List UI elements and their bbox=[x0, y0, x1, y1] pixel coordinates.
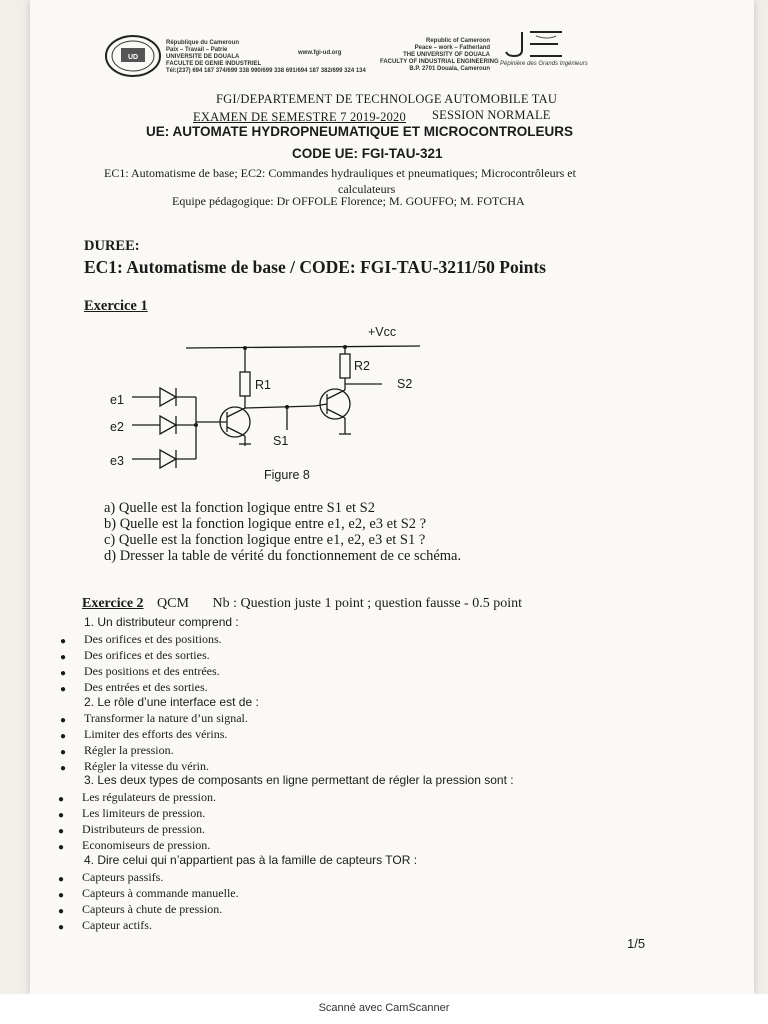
header-left-block bbox=[166, 40, 366, 75]
r1-label: R1 bbox=[255, 378, 271, 392]
qcm-option: Régler la vitesse du vérin. bbox=[84, 759, 209, 773]
header-left-line: Tél:(237) 694 187 374/699 338 990/699 338 691/694 187 382/699 324 134 bbox=[166, 68, 366, 74]
qcm-option: Capteurs à chute de pression. bbox=[82, 902, 223, 916]
figure-caption: Figure 8 bbox=[264, 468, 310, 482]
ec-line-2: calculateurs bbox=[338, 182, 396, 196]
qcm-question-4: 4. Dire celui qui n’appartient pas à la famille de capteurs TOR : bbox=[84, 853, 418, 867]
bullet-icon: ● bbox=[58, 922, 65, 933]
bullet-icon: ● bbox=[58, 906, 65, 917]
e3-label: e3 bbox=[110, 454, 124, 468]
qcm-option: Transformer la nature d’un signal. bbox=[84, 711, 248, 725]
department-title: FGI/DEPARTEMENT DE TECHNOLOGE AUTOMOBILE TAU bbox=[216, 92, 558, 106]
qcm-option: Les régulateurs de pression. bbox=[82, 790, 216, 804]
r2-label: R2 bbox=[354, 359, 370, 373]
bullet-icon: ● bbox=[60, 763, 67, 774]
header-website: www.fgi-ud.org bbox=[298, 50, 342, 56]
session-type: SESSION NORMALE bbox=[432, 108, 551, 122]
ec-line-1: EC1: Automatisme de base; EC2: Commandes hydrauliques et pneumatiques; Microcontrôleurs et bbox=[104, 166, 576, 180]
exercise2-note: Nb : Question juste 1 point ; question fausse - 0.5 point bbox=[212, 596, 522, 611]
qcm-option: Capteurs passifs. bbox=[82, 870, 164, 884]
equipe-pedagogique: Equipe pédagogique: Dr OFFOLE Florence; M. GOUFFO; M. FOTCHA bbox=[172, 194, 525, 208]
scanner-footer: Scanné avec CamScanner bbox=[318, 1002, 450, 1014]
qcm-option: Distributeurs de pression. bbox=[82, 822, 205, 836]
faculty-logo bbox=[500, 28, 570, 60]
vcc-label: +Vcc bbox=[368, 325, 397, 339]
qcm-option: Régler la pression. bbox=[84, 743, 174, 757]
qcm-option: Des orifices et des sorties. bbox=[84, 648, 210, 662]
duree-label: DUREE: bbox=[84, 238, 140, 254]
logic-circuit-figure bbox=[100, 322, 440, 492]
e1-label: e1 bbox=[110, 393, 124, 407]
s1-label: S1 bbox=[273, 434, 289, 448]
ue-title: UE: AUTOMATE HYDROPNEUMATIQUE ET MICROCONTROLEURS bbox=[146, 124, 573, 139]
question-c: c) Quelle est la fonction logique entre e1, e2, e3 et S1 ? bbox=[104, 532, 426, 548]
page-number: 1/5 bbox=[627, 936, 646, 951]
header-left-line: UNIVERSITE DE DOUALA bbox=[166, 54, 240, 60]
qcm-option: Des entrées et des sorties. bbox=[84, 680, 208, 694]
exam-session-line: EXAMEN DE SEMESTRE 7 2019-2020 bbox=[193, 110, 406, 124]
ec1-title: EC1: Automatisme de base / CODE: FGI-TAU-3211/50 Points bbox=[84, 257, 546, 277]
header-right-line: B.P. 2701 Douala, Cameroun bbox=[409, 66, 490, 72]
university-seal-logo bbox=[104, 34, 162, 78]
header-tagline: Pépinière des Grands Ingénieurs bbox=[500, 61, 588, 67]
resistor-r1 bbox=[240, 372, 250, 396]
svg-text:UD: UD bbox=[127, 54, 139, 61]
header-right-line: Republic of Cameroon bbox=[425, 38, 490, 44]
bullet-icon: ● bbox=[60, 652, 67, 663]
bullet-icon: ● bbox=[58, 826, 65, 837]
exercise2-header bbox=[82, 596, 522, 612]
question-b: b) Quelle est la fonction logique entre e1, e2, e3 et S2 ? bbox=[104, 516, 427, 532]
exercise2-title: Exercice 2 bbox=[82, 596, 144, 611]
qcm-option: Capteur actifs. bbox=[82, 918, 152, 932]
exercise2-type: QCM bbox=[157, 596, 189, 611]
qcm-option: Economiseurs de pression. bbox=[82, 838, 211, 852]
s2-label: S2 bbox=[397, 377, 413, 391]
bullet-icon: ● bbox=[58, 810, 65, 821]
question-a: a) Quelle est la fonction logique entre S1 et S2 bbox=[104, 500, 375, 516]
header-right-line: THE UNIVERSITY OF DOUALA bbox=[403, 52, 490, 58]
bullet-icon: ● bbox=[60, 715, 67, 726]
exercise1-title: Exercice 1 bbox=[84, 298, 148, 314]
header-right-line: Peace – work – Fatherland bbox=[414, 45, 490, 51]
bullet-icon: ● bbox=[60, 731, 67, 742]
qcm-question-2: 2. Le rôle d’une interface est de : bbox=[84, 695, 259, 709]
question-d: d) Dresser la table de vérité du fonctionnement de ce schéma. bbox=[104, 548, 462, 564]
bullet-icon: ● bbox=[58, 874, 65, 885]
bullet-icon: ● bbox=[58, 890, 65, 901]
diode-e3 bbox=[160, 450, 176, 468]
bullet-icon: ● bbox=[58, 842, 65, 853]
qcm-question-3: 3. Les deux types de composants en ligne permettant de régler la pression sont : bbox=[84, 773, 514, 787]
qcm-option: Limiter des efforts des vérins. bbox=[84, 727, 228, 741]
qcm-option: Des positions et des entrées. bbox=[84, 664, 220, 678]
header-left-line: Paix – Travail – Patrie bbox=[166, 47, 228, 53]
e2-label: e2 bbox=[110, 420, 124, 434]
header-right-line: FACULTY OF INDUSTRIAL ENGINEERING bbox=[380, 59, 499, 65]
diode-e1 bbox=[160, 388, 176, 406]
resistor-r2 bbox=[340, 354, 350, 378]
bullet-icon: ● bbox=[58, 794, 65, 805]
qcm-option: Capteurs à commande manuelle. bbox=[82, 886, 239, 900]
bullet-icon: ● bbox=[60, 684, 67, 695]
diode-e2 bbox=[160, 416, 176, 434]
qcm-option: Les limiteurs de pression. bbox=[82, 806, 206, 820]
bullet-icon: ● bbox=[60, 747, 67, 758]
header-right-block bbox=[380, 38, 499, 73]
qcm-question-1: 1. Un distributeur comprend : bbox=[84, 615, 239, 629]
header-left-line: République du Cameroun bbox=[166, 40, 240, 46]
qcm-option: Des orifices et des positions. bbox=[84, 632, 222, 646]
bullet-icon: ● bbox=[60, 668, 67, 679]
bullet-icon: ● bbox=[60, 636, 67, 647]
header-left-line: FACULTE DE GENIE INDUSTRIEL bbox=[166, 61, 262, 67]
code-ue: CODE UE: FGI-TAU-321 bbox=[292, 146, 443, 161]
